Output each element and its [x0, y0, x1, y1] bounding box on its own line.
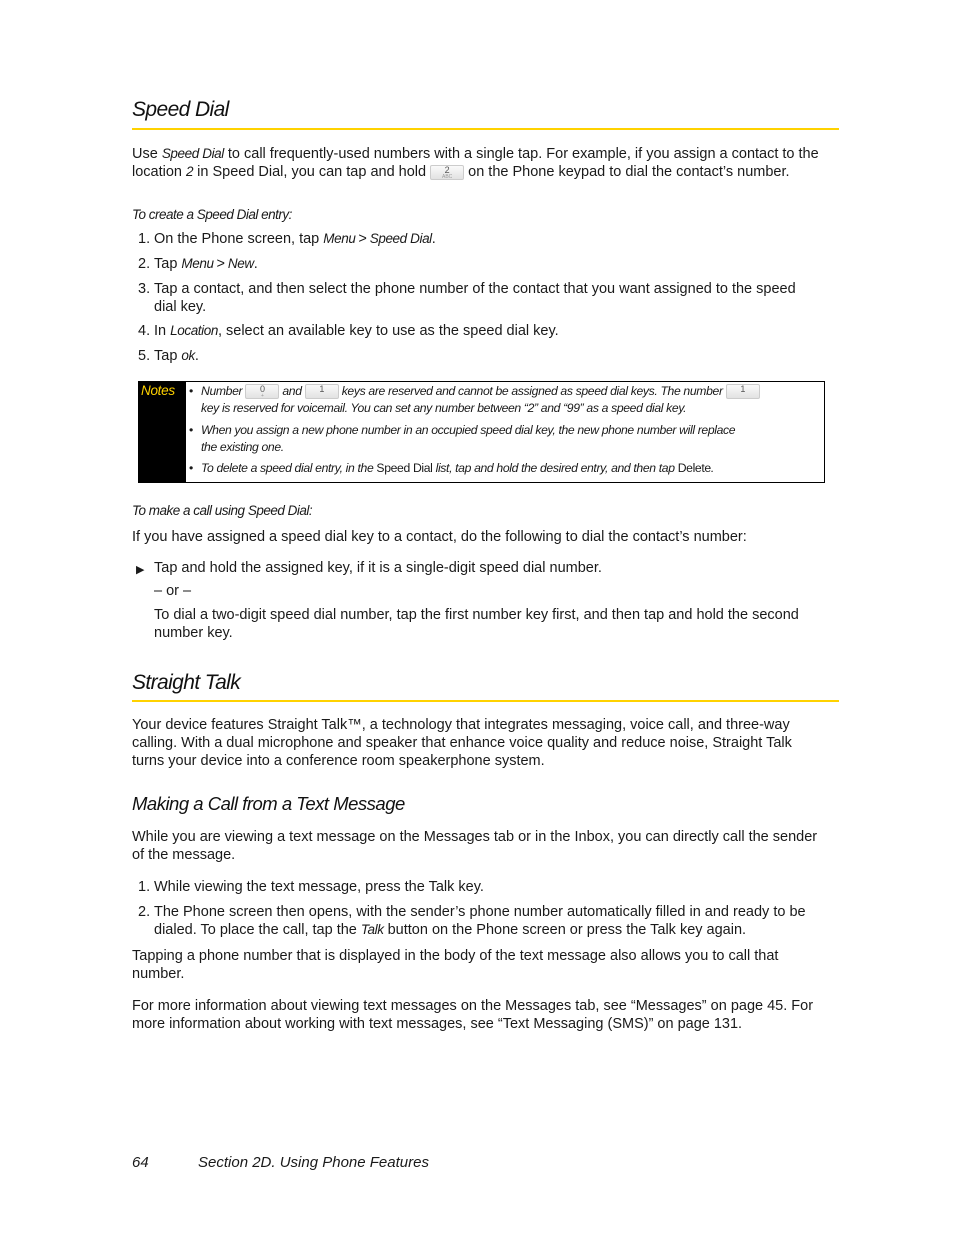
list-item: ▶ Tap and hold the assigned key, if it is a single-digit speed dial number. — [132, 559, 839, 577]
triangle-arrow-icon: ▶ — [136, 564, 145, 576]
or-separator: – or – — [154, 583, 192, 599]
more-info-paragraph: For more information about viewing text messages on the Messages tab, see “Messages” on page 45. For more information about working with text messages, see “Text Messaging (SMS)” on page 131. — [132, 998, 814, 1032]
notes-box — [138, 381, 825, 483]
notes-label: Notes — [139, 382, 186, 482]
heading-rule — [132, 128, 839, 130]
keypad-key-0-icon: 0 + — [245, 384, 279, 399]
section-heading-straight-talk: Straight Talk — [132, 671, 241, 694]
procedure-heading-call: To make a call using Speed Dial: — [132, 503, 313, 518]
tapping-paragraph: Tapping a phone number that is displayed in the body of the text message also allows you to call that number. — [132, 948, 779, 982]
page-number: 64 — [132, 1154, 149, 1171]
list-item: 2. Tap Menu > New. — [138, 256, 258, 272]
list-item: 1. On the Phone screen, tap Menu > Speed Dial. — [138, 231, 436, 247]
call-alternative: To dial a two-digit speed dial number, tap the first number key first, and then tap and hold the second number key. — [154, 607, 799, 641]
note-item: • When you assign a new phone number in an occupied speed dial key, the new phone number will replace the existing one. — [189, 423, 736, 454]
list-item: 2. The Phone screen then opens, with the sender’s phone number automatically filled in and ready to be dialed. To place the call, tap the Talk button on the Phone screen or press the Talk key again. — [138, 904, 806, 938]
subsection-heading: Making a Call from a Text Message — [132, 793, 405, 814]
procedure-heading-create: To create a Speed Dial entry: — [132, 207, 292, 222]
section-heading-speed-dial: Speed Dial — [132, 98, 229, 121]
subsection-intro: While you are viewing a text message on the Messages tab or in the Inbox, you can directly call the sender of the message. — [132, 829, 818, 863]
list-item: 5. Tap ok. — [138, 348, 199, 364]
call-intro: If you have assigned a speed dial key to a contact, do the following to dial the contact’s number: — [132, 529, 747, 545]
straight-talk-intro: Your device features Straight Talk™, a technology that integrates messaging, voice call, and three-way calling. With a dual microphone and speaker that enhance voice quality and reduce noise, Straight Talk turns your device into a conference room speakerphone system. — [132, 717, 792, 769]
keypad-key-2-icon: 2 ABC — [430, 165, 464, 180]
heading-rule — [132, 700, 839, 702]
speed-dial-intro: Use Speed Dial to call frequently-used numbers with a single tap. For example, if you assign a contact to the location 2 in Speed Dial, you can tap and hold 2 ABC on the Phone keypad to dial the contact’s number. — [132, 146, 819, 180]
list-item: 1. While viewing the text message, press the Talk key. — [138, 879, 484, 895]
list-item: 4. In Location, select an available key to use as the speed dial key. — [138, 323, 559, 339]
list-item: 3. Tap a contact, and then select the phone number of the contact that you want assigned to the speed dial key. — [138, 281, 796, 315]
note-item: • To delete a speed dial entry, in the Speed Dial list, tap and hold the desired entry, and then tap Delete. — [189, 461, 714, 475]
keypad-key-1-icon: 1 — [726, 384, 760, 399]
note-item: • Number 0 + and 1 keys are reserved and cannot be assigned as speed dial keys. The number 1 key is reserved for voicemail. You can set any number between “2” and “99” as a speed dial key. — [201, 383, 813, 417]
footer-section-title: Section 2D. Using Phone Features — [198, 1154, 429, 1171]
keypad-key-1-icon: 1 — [305, 384, 339, 399]
